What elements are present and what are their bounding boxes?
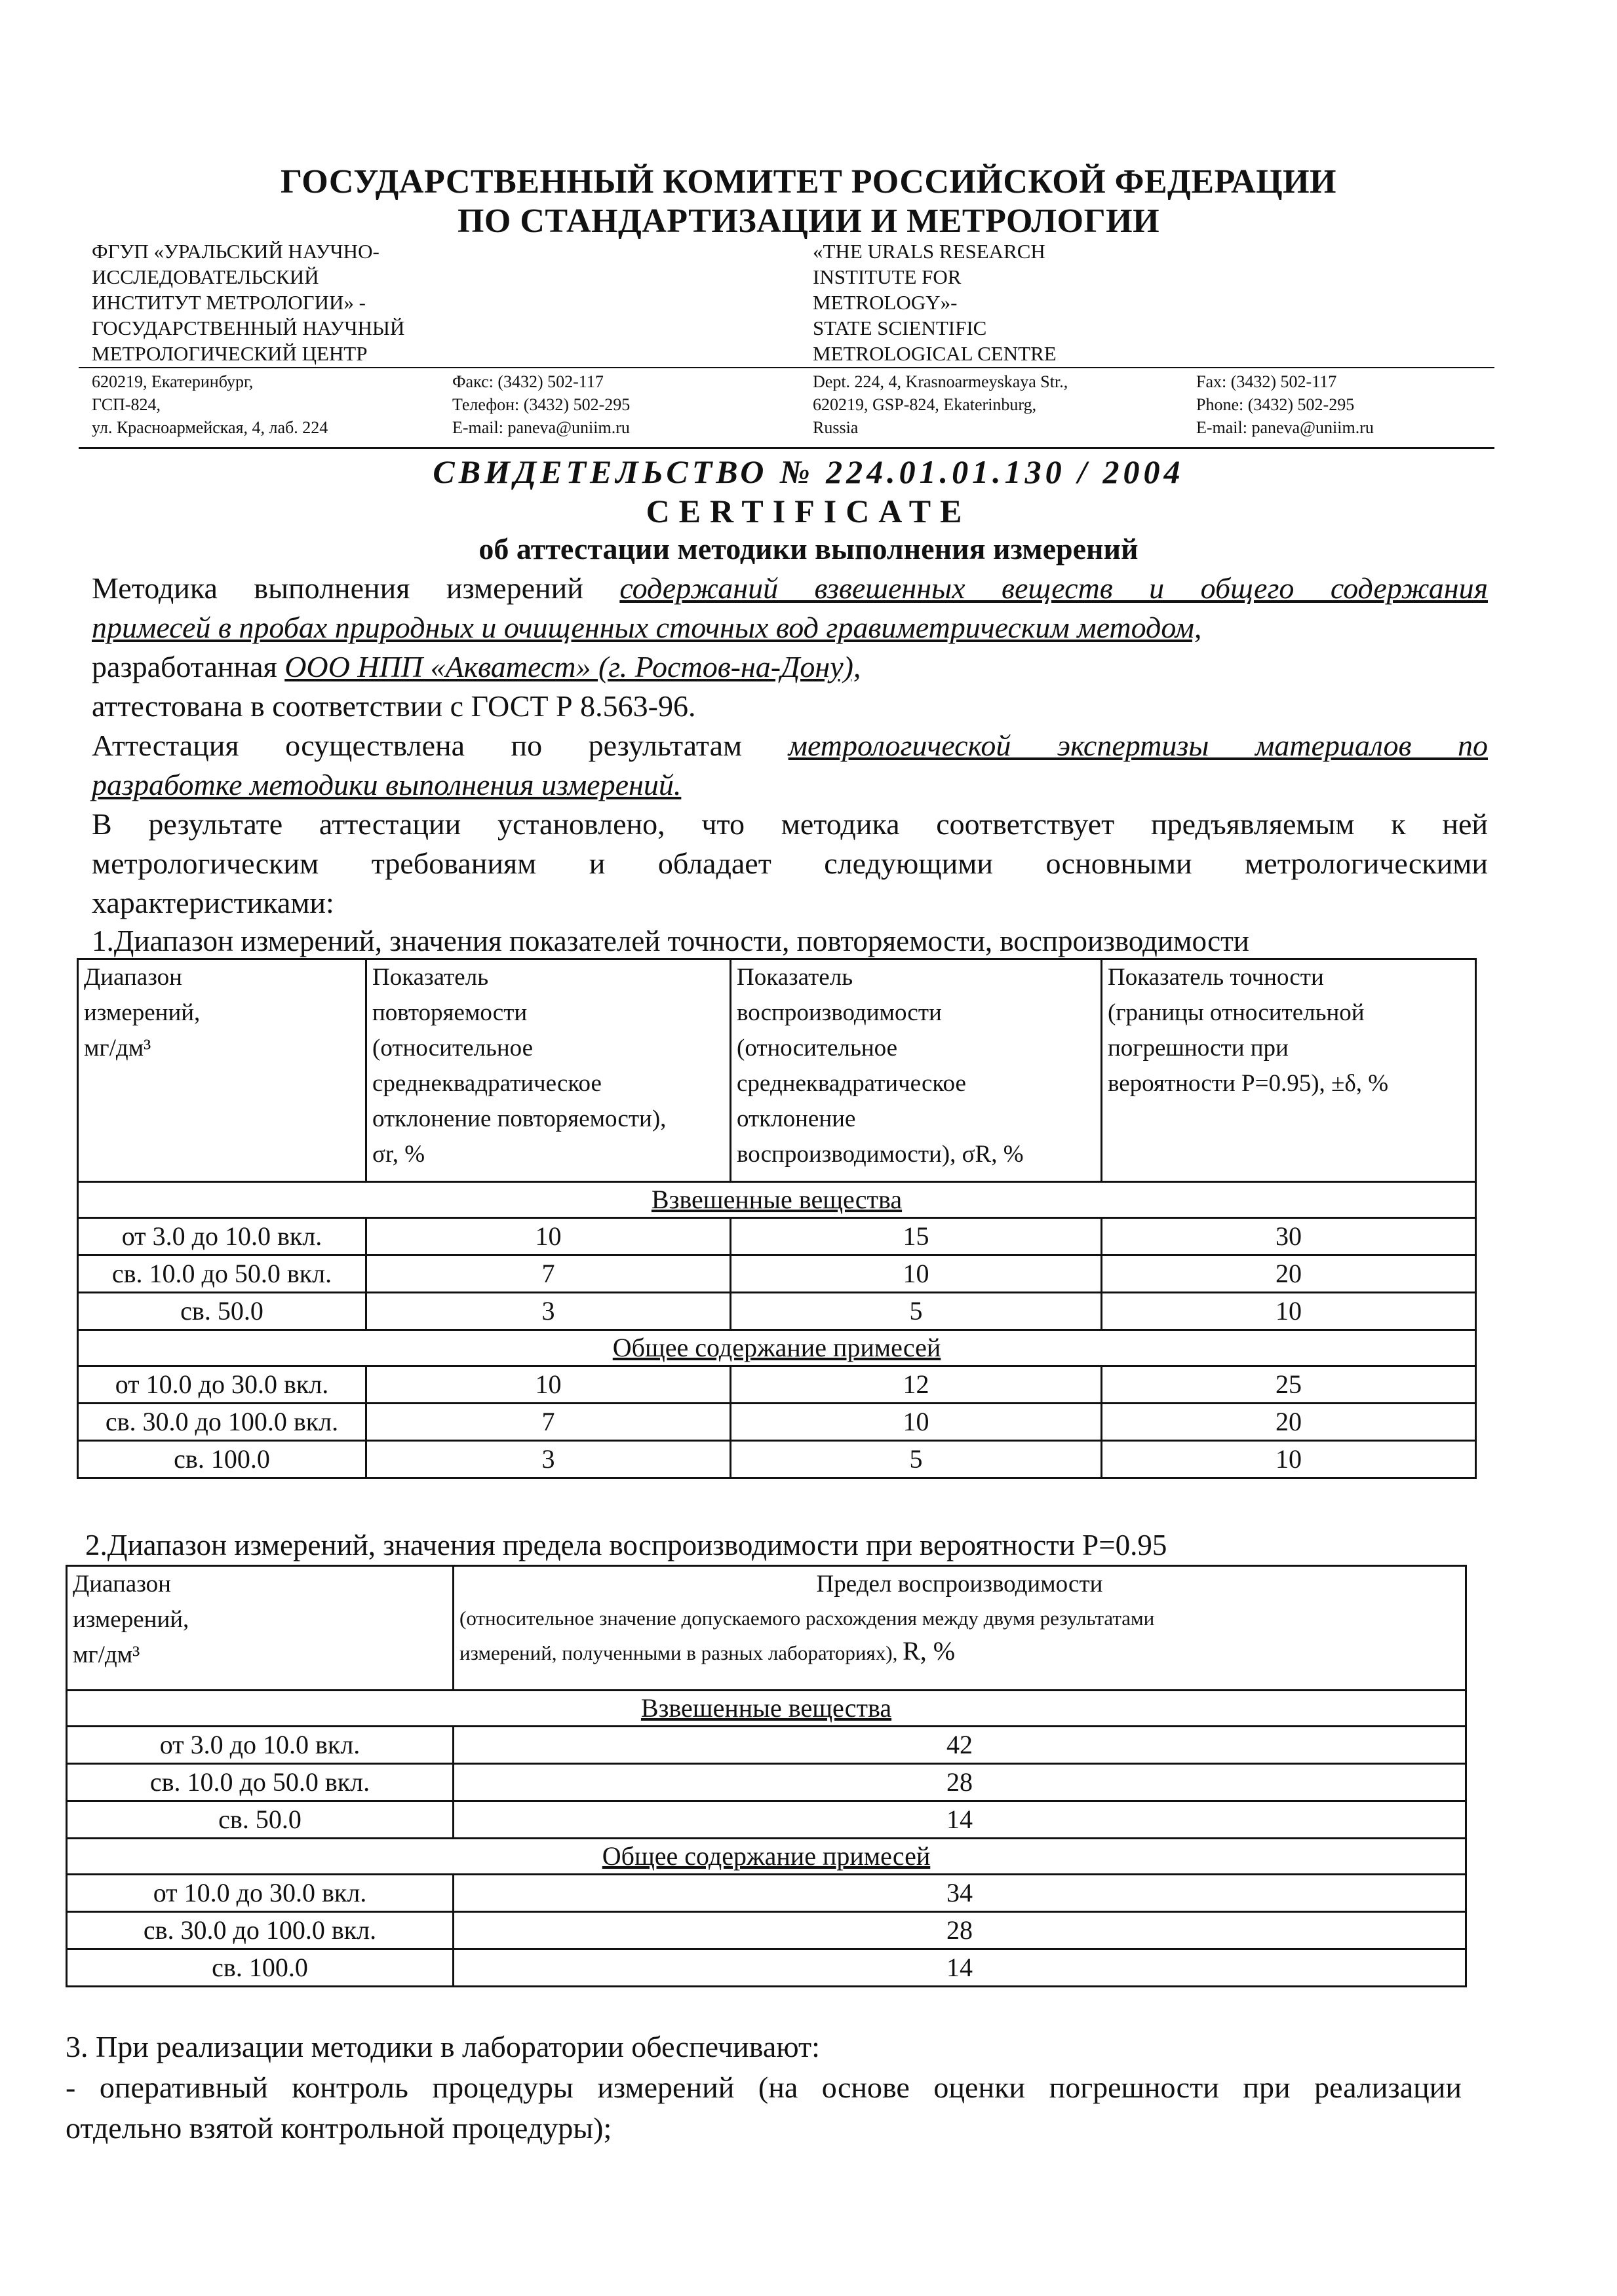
certificate-number: СВИДЕТЕЛЬСТВО № 224.01.01.130 / 2004 bbox=[433, 453, 1184, 490]
cell-repeatability: 7 bbox=[366, 1404, 731, 1441]
address-ru-line: ГСП-824, bbox=[92, 395, 161, 414]
table-row bbox=[67, 1764, 1466, 1801]
header-text: отклонение bbox=[737, 1105, 856, 1132]
org-en-line: METROLOGICAL CENTRE bbox=[813, 342, 1057, 365]
group-row bbox=[78, 1182, 1476, 1218]
org-name-ru bbox=[92, 239, 404, 366]
method-title: содержаний взвешенных веществ и общего содержания bbox=[619, 571, 1488, 605]
org-ru-line: МЕТРОЛОГИЧЕСКИЙ ЦЕНТР bbox=[92, 342, 368, 365]
table-row bbox=[78, 1293, 1476, 1330]
cell-repeatability: 10 bbox=[366, 1218, 731, 1255]
cell-range: св. 100.0 bbox=[67, 1949, 454, 1987]
col-header-accuracy bbox=[1102, 959, 1476, 1182]
org-en-line: STATE SCIENTIFIC bbox=[813, 316, 987, 339]
header-text: измерений, полученными в разных лабораториях), bbox=[459, 1641, 898, 1664]
org-name-en bbox=[813, 239, 1057, 366]
contact-ru-line: Телефон: (3432) 502-295 bbox=[452, 395, 631, 414]
org-ru-line: ФГУП «УРАЛЬСКИЙ НАУЧНО- bbox=[92, 240, 380, 263]
group-name: Взвешенные вещества bbox=[640, 1693, 892, 1723]
cell-accuracy: 30 bbox=[1102, 1218, 1476, 1255]
header-text-line bbox=[459, 1635, 1460, 1670]
org-en-line: METROLOGY»- bbox=[813, 291, 958, 314]
certificate-subtitle: об аттестации методики выполнения измерений bbox=[478, 532, 1139, 565]
table-row bbox=[78, 1255, 1476, 1293]
header-text: (относительное bbox=[372, 1035, 534, 1062]
group-row bbox=[67, 1839, 1466, 1875]
col-header-limit bbox=[454, 1566, 1466, 1691]
header-divider-top bbox=[79, 367, 1494, 368]
org-ru-line: ГОСУДАРСТВЕННЫЙ НАУЧНЫЙ bbox=[92, 316, 405, 339]
cell-limit: 28 bbox=[454, 1912, 1466, 1949]
result-line1: В результате аттестации установлено, что методика соответствует предъявляемым к ней bbox=[92, 807, 1488, 841]
cell-reproducibility: 15 bbox=[731, 1218, 1102, 1255]
header-text: погрешности при bbox=[1108, 1035, 1289, 1062]
group-row bbox=[78, 1330, 1476, 1366]
col-header-range bbox=[78, 959, 366, 1182]
address-ru-line: 620219, Екатеринбург, bbox=[92, 372, 254, 391]
basis-text: метрологической экспертизы материалов по bbox=[788, 729, 1489, 762]
contact-ru-line: E-mail: paneva@uniim.ru bbox=[452, 418, 630, 437]
table-row bbox=[78, 1441, 1476, 1478]
cell-repeatability: 10 bbox=[366, 1366, 731, 1404]
result-line3: характеристиками: bbox=[92, 886, 334, 919]
header-text: воспроизводимости), σR, % bbox=[737, 1141, 1024, 1168]
col-header-range bbox=[67, 1566, 454, 1691]
header-text: Диапазон bbox=[73, 1571, 171, 1598]
cell-repeatability: 3 bbox=[366, 1293, 731, 1330]
table-row bbox=[67, 1912, 1466, 1949]
table-row bbox=[78, 1218, 1476, 1255]
table-row bbox=[67, 1875, 1466, 1912]
header-text: мг/дм³ bbox=[73, 1641, 140, 1668]
accuracy-table bbox=[77, 958, 1477, 1479]
table-row bbox=[67, 1727, 1466, 1764]
header-text: Показатель bbox=[372, 964, 489, 991]
cell-accuracy: 10 bbox=[1102, 1293, 1476, 1330]
header-text: измерений, bbox=[73, 1606, 189, 1633]
committee-title-line1: ГОСУДАРСТВЕННЫЙ КОМИТЕТ РОССИЙСКОЙ ФЕДЕРАЦИИ bbox=[280, 163, 1337, 201]
header-text: (относительное bbox=[737, 1035, 898, 1062]
col-header-reproducibility bbox=[731, 959, 1102, 1182]
cell-range: св. 30.0 до 100.0 вкл. bbox=[67, 1912, 454, 1949]
table-row bbox=[78, 1404, 1476, 1441]
cell-range: от 3.0 до 10.0 вкл. bbox=[67, 1727, 454, 1764]
org-en-line: «THE URALS RESEARCH bbox=[813, 240, 1045, 263]
header-text: Показатель bbox=[737, 964, 853, 991]
group-name: Взвешенные вещества bbox=[651, 1185, 903, 1214]
address-ru bbox=[92, 370, 328, 439]
cell-repeatability: 3 bbox=[366, 1441, 731, 1478]
section1-heading: 1.Диапазон измерений, значения показателей точности, повторяемости, воспроизводимости bbox=[92, 925, 1249, 957]
header-text: (границы относительной bbox=[1108, 999, 1365, 1026]
cell-limit: 14 bbox=[454, 1949, 1466, 1987]
contact-ru-line: Факс: (3432) 502-117 bbox=[452, 372, 604, 391]
address-en bbox=[813, 370, 1068, 439]
certificate-title-en: CERTIFICATE bbox=[646, 493, 971, 529]
header-text: Предел воспроизводимости bbox=[816, 1571, 1103, 1598]
group-name: Общее содержание примесей bbox=[602, 1841, 931, 1871]
reproducibility-limit-table bbox=[66, 1565, 1467, 1987]
method-line1 bbox=[92, 569, 1488, 608]
header-text: мг/дм³ bbox=[84, 1035, 151, 1062]
result-line2: метрологическим требованиям и обладает следующими основными метрологическими bbox=[92, 847, 1488, 880]
cell-limit: 34 bbox=[454, 1875, 1466, 1912]
cell-limit: 42 bbox=[454, 1727, 1466, 1764]
group-row bbox=[67, 1691, 1466, 1727]
address-en-line: Russia bbox=[813, 418, 859, 437]
cell-accuracy: 20 bbox=[1102, 1255, 1476, 1293]
cell-range: от 3.0 до 10.0 вкл. bbox=[78, 1218, 366, 1255]
developer-line bbox=[92, 647, 861, 687]
developer-lead: разработанная bbox=[92, 650, 277, 683]
address-en-line: Dept. 224, 4, Krasnoarmeyskaya Str., bbox=[813, 372, 1068, 391]
cell-range: св. 50.0 bbox=[67, 1801, 454, 1839]
address-en-line: 620219, GSP-824, Ekaterinburg, bbox=[813, 395, 1037, 414]
col-header-repeatability bbox=[366, 959, 731, 1182]
table-row bbox=[67, 1801, 1466, 1839]
cell-accuracy: 10 bbox=[1102, 1441, 1476, 1478]
cell-range: св. 100.0 bbox=[78, 1441, 366, 1478]
section2-heading: 2.Диапазон измерений, значения предела воспроизводимости при вероятности Р=0.95 bbox=[85, 1529, 1167, 1561]
header-text: отклонение повторяемости), bbox=[372, 1105, 667, 1132]
cell-range: св. 10.0 до 50.0 вкл. bbox=[78, 1255, 366, 1293]
header-text: повторяемости bbox=[372, 999, 528, 1026]
section3-heading: 3. При реализации методики в лаборатории обеспечивают: bbox=[66, 2030, 820, 2063]
section3-item1-line2: отдельно взятой контрольной процедуры); bbox=[66, 2111, 612, 2145]
header-text: измерений, bbox=[84, 999, 201, 1026]
section3-item1-line1: - оперативный контроль процедуры измерений (на основе оценки погрешности при реализации bbox=[66, 2071, 1462, 2104]
cell-range: св. 10.0 до 50.0 вкл. bbox=[67, 1764, 454, 1801]
header-text: (относительное значение допускаемого расхождения между двумя результатами bbox=[459, 1607, 1155, 1630]
cell-accuracy: 25 bbox=[1102, 1366, 1476, 1404]
group-name: Общее содержание примесей bbox=[612, 1333, 941, 1362]
header-text: среднеквадратическое bbox=[737, 1070, 966, 1097]
org-ru-line: ИНСТИТУТ МЕТРОЛОГИИ» - bbox=[92, 291, 366, 314]
cell-range: св. 50.0 bbox=[78, 1293, 366, 1330]
header-text: Диапазон bbox=[84, 964, 182, 991]
header-divider-bottom bbox=[79, 447, 1494, 449]
header-symbol: R, % bbox=[903, 1636, 956, 1666]
basis-line1 bbox=[92, 726, 1488, 765]
table-row bbox=[78, 1366, 1476, 1404]
contact-en-line: E-mail: paneva@uniim.ru bbox=[1196, 418, 1374, 437]
basis-text-cont: разработке методики выполнения измерений. bbox=[92, 768, 682, 801]
cell-reproducibility: 10 bbox=[731, 1255, 1102, 1293]
table-row bbox=[67, 1949, 1466, 1987]
address-ru-line: ул. Красноармейская, 4, лаб. 224 bbox=[92, 418, 328, 437]
org-en-line: INSTITUTE FOR bbox=[813, 265, 962, 288]
org-ru-line: ИССЛЕДОВАТЕЛЬСКИЙ bbox=[92, 265, 319, 288]
cell-accuracy: 20 bbox=[1102, 1404, 1476, 1441]
committee-title-line2: ПО СТАНДАРТИЗАЦИИ И МЕТРОЛОГИИ bbox=[457, 202, 1160, 240]
table-header-row bbox=[78, 959, 1476, 1182]
cell-reproducibility: 10 bbox=[731, 1404, 1102, 1441]
table-header-row bbox=[67, 1566, 1466, 1691]
header-text: среднеквадратическое bbox=[372, 1070, 602, 1097]
method-lead: Методика выполнения измерений bbox=[92, 571, 583, 605]
cell-range: от 10.0 до 30.0 вкл. bbox=[67, 1875, 454, 1912]
basis-line2 bbox=[92, 765, 681, 805]
contact-ru bbox=[452, 370, 630, 439]
header-text: воспроизводимости bbox=[737, 999, 942, 1026]
cell-reproducibility: 5 bbox=[731, 1293, 1102, 1330]
developer-org: ООО НПП «Акватест» (г. Ростов-на-Дону), bbox=[284, 650, 861, 683]
header-text: σr, % bbox=[372, 1141, 425, 1168]
basis-lead: Аттестация осуществлена по результатам bbox=[92, 729, 743, 762]
contact-en bbox=[1196, 370, 1374, 439]
cell-reproducibility: 5 bbox=[731, 1441, 1102, 1478]
cell-range: св. 30.0 до 100.0 вкл. bbox=[78, 1404, 366, 1441]
header-text: Показатель точности bbox=[1108, 964, 1324, 991]
header-text: вероятности Р=0.95), ±δ, % bbox=[1108, 1070, 1389, 1097]
cell-limit: 14 bbox=[454, 1801, 1466, 1839]
contact-en-line: Fax: (3432) 502-117 bbox=[1196, 372, 1337, 391]
method-line2 bbox=[92, 608, 1488, 647]
cell-repeatability: 7 bbox=[366, 1255, 731, 1293]
attested-line: аттестована в соответствии с ГОСТ Р 8.563-96. bbox=[92, 689, 696, 723]
cell-range: от 10.0 до 30.0 вкл. bbox=[78, 1366, 366, 1404]
cell-reproducibility: 12 bbox=[731, 1366, 1102, 1404]
cell-limit: 28 bbox=[454, 1764, 1466, 1801]
method-title-cont: примесей в пробах природных и очищенных сточных вод гравиметрическим методом, bbox=[92, 611, 1202, 644]
contact-en-line: Phone: (3432) 502-295 bbox=[1196, 395, 1355, 414]
